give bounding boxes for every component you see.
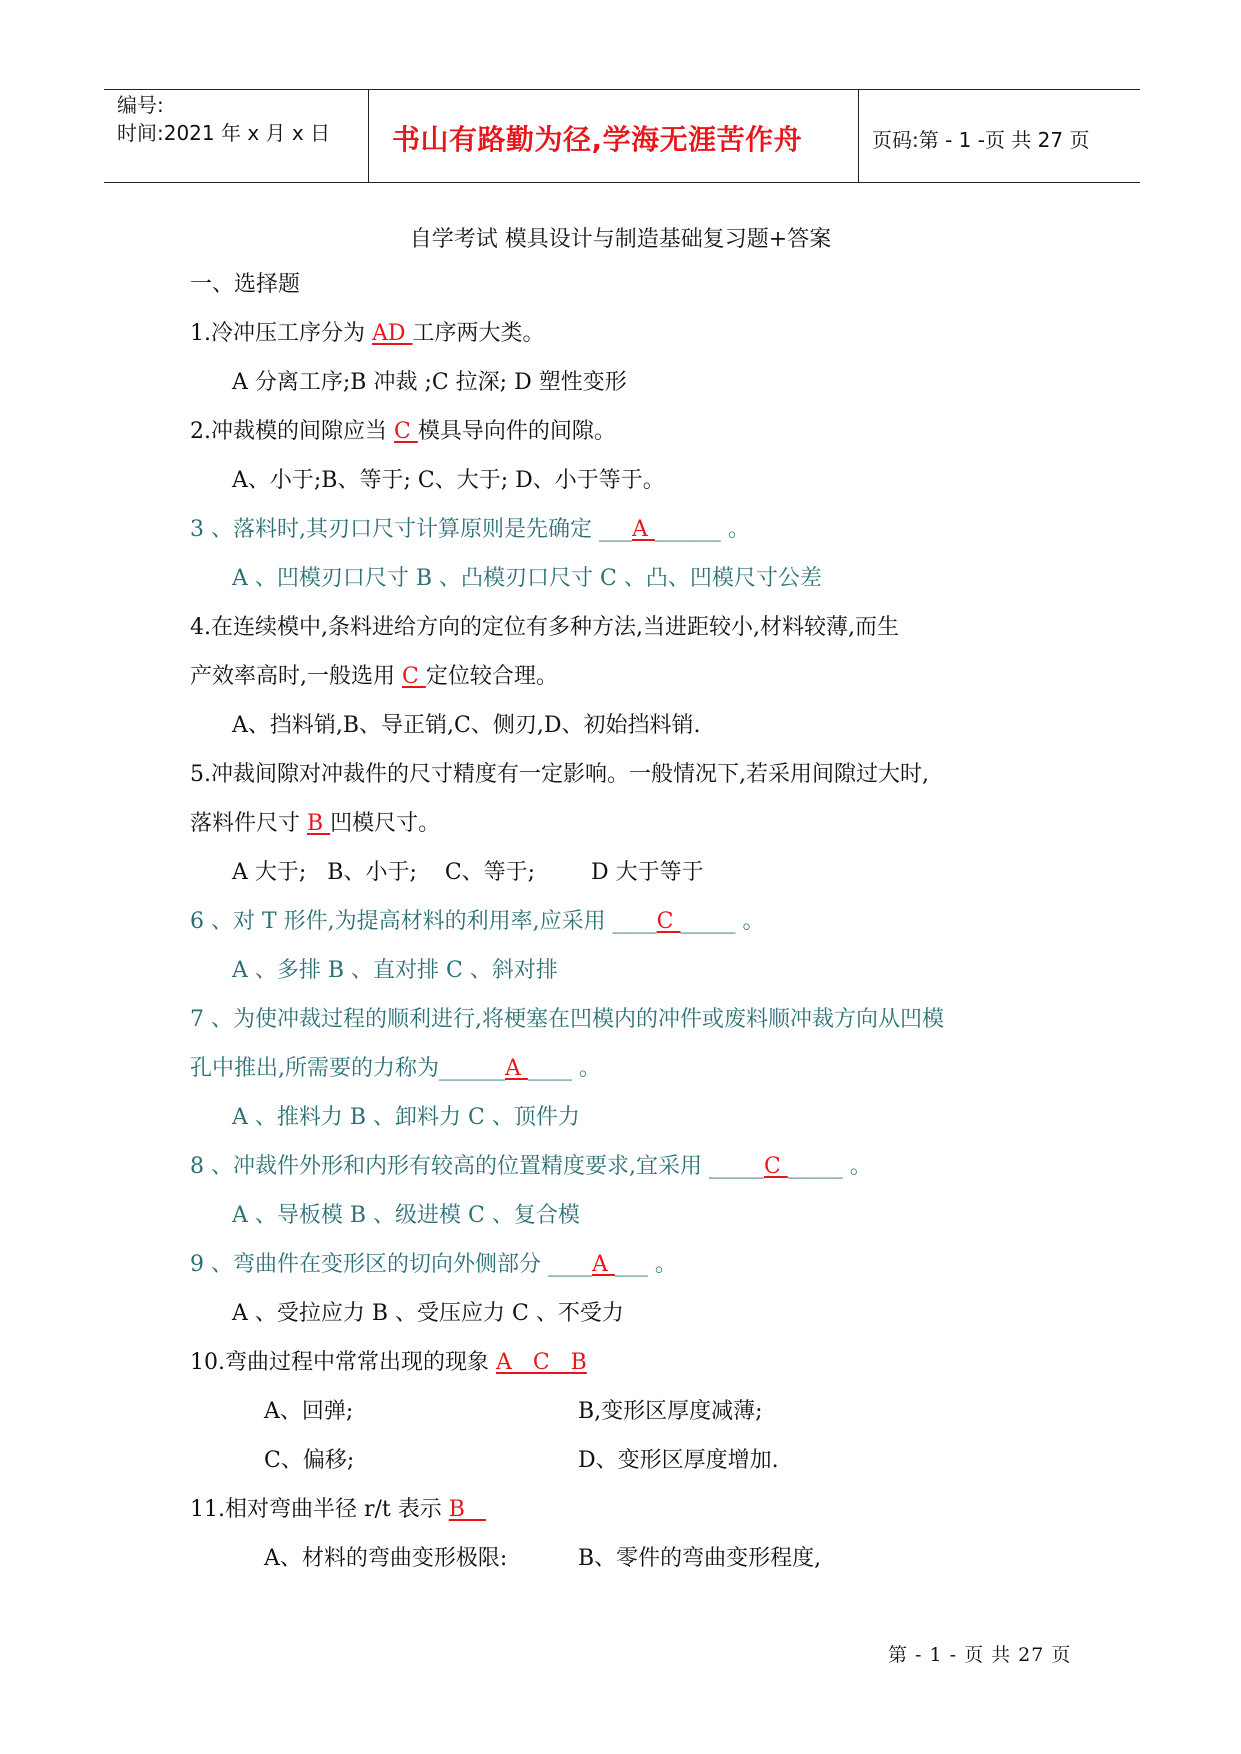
answer-blank: _____ [787,1154,843,1179]
question-4-options: A、挡料销,B、导正销,C、侧刃,D、初始挡料销. [232,713,701,738]
answer-blank: ____ [527,1056,572,1081]
answer-blank: ______ [654,517,721,542]
answer-mark: C [763,1154,788,1179]
question-7-line-2 [190,1054,601,1084]
question-9-options: A 、受拉应力 B 、受压应力 C 、不受力 [232,1301,624,1326]
question-1 [190,319,545,349]
question-text: 模具导向件的间隙。 [417,419,616,444]
header-motto: 书山有路勤为径,学海无涯苦作舟 [392,123,803,156]
question-5-line-1: 5.冲裁间隙对冲裁件的尺寸精度有一定影响。一般情况下,若采用间隙过大时, [190,762,929,787]
question-8-options: A 、导板模 B 、级进模 C 、复合模 [232,1203,580,1228]
question-7-line-1: 7 、为使冲裁过程的顺利进行,将梗塞在凹模内的冲件或废料顺冲裁方向从凹模 [190,1007,944,1032]
time-label: 时间:2021 年 x 月 x 日 [117,121,331,145]
question-9 [190,1250,677,1280]
question-5-options: A 大于; B、小于; C、等于; D 大于等于 [232,860,704,885]
header-bottom-border [104,182,1140,183]
question-text: 9 、弯曲件在变形区的切向外侧部分 [190,1252,548,1277]
answer-mark: C [656,909,681,934]
header-page-number: 页码:第 - 1 -页 共 27 页 [872,128,1090,152]
question-11-option-a: A、材料的弯曲变形极限: [264,1546,508,1571]
answer-blank: _____ [708,1154,764,1179]
question-10-option-c: C、偏移; [264,1448,355,1473]
answer-mark: C [393,419,418,444]
answer-blank: ____ [612,909,657,934]
question-7-options: A 、推料力 B 、卸料力 C 、顶件力 [232,1105,580,1130]
question-10-option-a: A、回弹; [264,1399,354,1424]
question-2 [190,417,616,447]
question-text: 11.相对弯曲半径 r/t 表示 [190,1497,449,1522]
answer-mark: A [592,1252,615,1277]
answer-blank: ___ [614,1252,648,1277]
question-4-line-1: 4.在连续模中,条料进给方向的定位有多种方法,当进距较小,材料较薄,而生 [190,615,899,640]
header-divider-right [858,90,859,182]
question-text: 10.弯曲过程中常常出现的现象 [190,1350,496,1375]
question-10-option-b: B,变形区厚度减薄; [578,1399,763,1424]
answer-blank: ______ [439,1056,505,1081]
question-text: 。 [735,909,765,934]
question-3-options: A 、凹模刃口尺寸 B 、凸模刃口尺寸 C 、凸、凹模尺寸公差 [232,566,822,591]
header-divider-left [368,90,369,182]
question-text: 。 [571,1056,601,1081]
answer-blank: ____ [548,1252,592,1277]
answer-blank: _____ [680,909,736,934]
answer-mark: B [307,811,331,836]
question-8 [190,1152,872,1182]
question-text: 落料件尺寸 [190,811,307,836]
question-text: 凹模尺寸。 [330,811,441,836]
answer-mark: A [631,517,655,542]
question-3 [190,515,750,545]
question-11-option-b: B、零件的弯曲变形程度, [578,1546,822,1571]
question-text: 2.冲裁模的间隙应当 [190,419,394,444]
question-text: 定位较合理。 [425,664,558,689]
header-top-border [104,89,1140,90]
question-10-option-d: D、变形区厚度增加. [578,1448,779,1473]
question-text: 产效率高时,一般选用 [190,664,402,689]
question-text: 8 、冲裁件外形和内形有较高的位置精度要求,宜采用 [190,1154,709,1179]
answer-mark: B [448,1497,486,1522]
page-footer: 第 - 1 - 页 共 27 页 [888,1644,1072,1666]
answer-mark: A [505,1056,528,1081]
question-5-line-2 [190,809,440,839]
header-meta [117,92,330,146]
question-11 [190,1495,486,1525]
question-2-options: A、小于;B、等于; C、大于; D、小于等于。 [232,468,665,493]
question-text: 。 [842,1154,872,1179]
answer-mark: AD [371,321,413,346]
question-text: 。 [647,1252,677,1277]
question-text: 工序两大类。 [412,321,545,346]
serial-label: 编号: [117,93,164,117]
question-text: 孔中推出,所需要的力称为 [190,1056,439,1081]
question-text: 3 、落料时,其刃口尺寸计算原则是先确定 [190,517,599,542]
question-6-options: A 、多排 B 、直对排 C 、斜对排 [232,958,558,983]
question-4-line-2 [190,662,558,692]
answer-mark: A C B [495,1350,587,1375]
answer-mark: C [402,664,426,689]
question-text: 。 [720,517,750,542]
question-text: 6 、对 T 形件,为提高材料的利用率,应采用 [190,909,613,934]
question-6 [190,907,764,937]
question-text: 1.冷冲压工序分为 [190,321,372,346]
question-10 [190,1348,587,1378]
document-title: 自学考试 模具设计与制造基础复习题+答案 [409,227,832,252]
answer-blank: ___ [598,517,632,542]
section-title: 一、选择题 [190,272,301,297]
question-1-options: A 分离工序;B 冲裁 ;C 拉深; D 塑性变形 [232,370,627,395]
